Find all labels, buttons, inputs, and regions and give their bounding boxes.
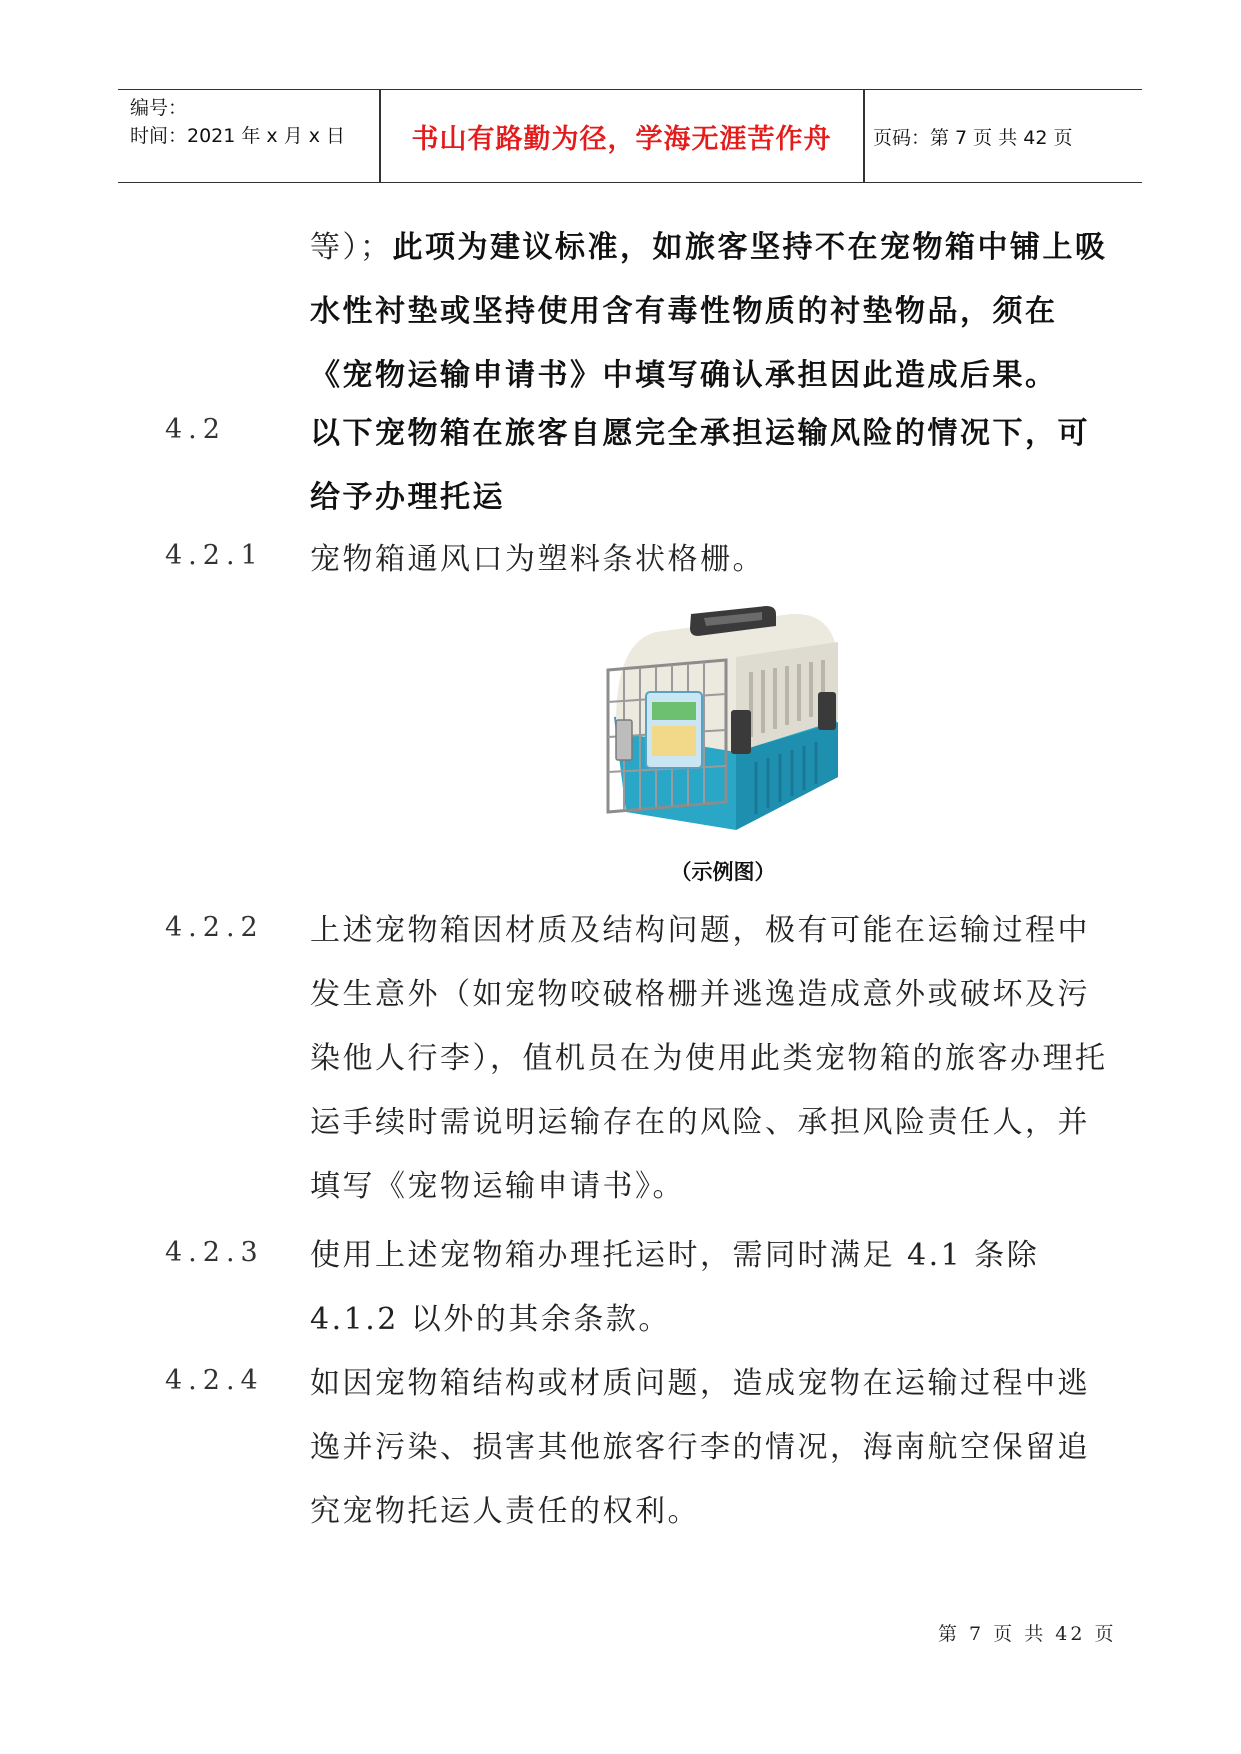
header-page-info: 页码：第 7 页 共 42 页: [873, 126, 1073, 149]
header-motto: 书山有路勤为径，学海无涯苦作舟: [411, 123, 832, 155]
section-number-4-2-4: 4.2.4: [165, 1365, 264, 1396]
intro-paragraph: [310, 216, 1110, 408]
intro-normal-text: 等）；: [310, 230, 393, 265]
section-4-2-2-text: 上述宠物箱因材质及结构问题，极有可能在运输过程中发生意外（如宠物咬破格栅并逃逸造成意外或破坏及污染他人行李），值机员在为使用此类宠物箱的旅客办理托运手续时需说明运输存在的风险、承担风险责任人，并填写《宠物运输申请书》。: [310, 913, 1108, 1204]
section-4-2-3-text: 使用上述宠物箱办理托运时，需同时满足 4.1 条除 4.1.2 以外的其余条款。: [310, 1238, 1040, 1337]
page-footer: 第 7 页 共 42 页: [938, 1623, 1117, 1645]
section-number-4-2-1: 4.2.1: [165, 540, 264, 571]
pet-carrier-illustration: [586, 602, 860, 840]
section-number-4-2-2: 4.2.2: [165, 912, 264, 943]
section-4-2-heading: 以下宠物箱在旅客自愿完全承担运输风险的情况下，可给予办理托运: [310, 416, 1090, 515]
section-4-2-4-text: 如因宠物箱结构或材质问题，造成宠物在运输过程中逃逸并污染、损害其他旅客行李的情况，海南航空保留追究宠物托运人责任的权利。: [310, 1366, 1090, 1529]
section-number-4-2: 4.2: [165, 414, 226, 445]
intro-bold-text: 此项为建议标准，如旅客坚持不在宠物箱中铺上吸水性衬垫或坚持使用含有毒性物质的衬垫物品，须在《宠物运输申请书》中填写确认承担因此造成后果。: [310, 230, 1108, 393]
header-number-label: 编号：: [130, 97, 188, 119]
section-number-4-2-3: 4.2.3: [165, 1237, 264, 1268]
header-meta: [130, 94, 345, 150]
section-4-2-1-text: 宠物箱通风口为塑料条状格栅。: [310, 542, 765, 577]
document-header: [118, 89, 1142, 183]
header-time-label: 时间：2021 年 x 月 x 日: [130, 125, 346, 147]
header-divider: [863, 90, 865, 182]
pet-carrier-figure: [586, 602, 860, 840]
figure-caption: （示例图）: [670, 860, 776, 884]
